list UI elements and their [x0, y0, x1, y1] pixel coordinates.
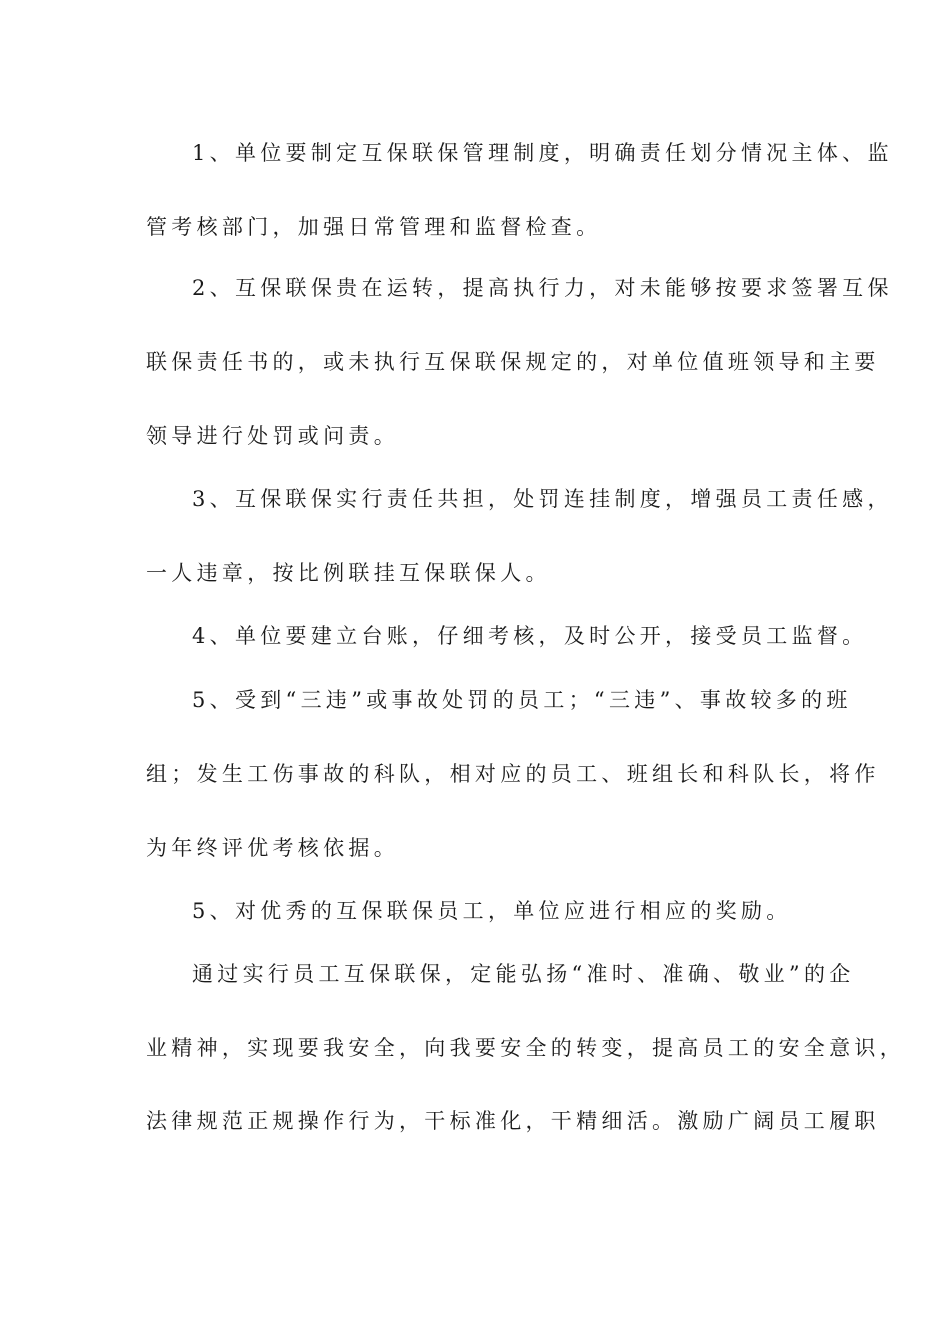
paragraph-2-line-1: 2、互保联保贵在运转，提高执行力，对未能够按要求签署互保	[192, 276, 893, 300]
paragraph-2-line-2: 联保责任书的，或未执行互保联保规定的，对单位值班领导和主要	[146, 350, 880, 374]
paragraph-7-line-3: 法律规范正规操作行为，干标准化，干精细活。激励广阔员工履职	[146, 1109, 880, 1133]
paragraph-1-line-1: 1、单位要制定互保联保管理制度，明确责任划分情况主体、监	[192, 141, 893, 165]
paragraph-5-line-2: 组；发生工伤事故的科队，相对应的员工、班组长和科队长，将作	[146, 762, 880, 786]
paragraph-4-line-1: 4、单位要建立台账，仔细考核，及时公开，接受员工监督。	[192, 624, 868, 648]
paragraph-7-line-2: 业精神，实现要我安全，向我要安全的转变，提高员工的安全意识，	[146, 1036, 905, 1060]
paragraph-3-line-1: 3、互保联保实行责任共担，处罚连挂制度，增强员工责任感，	[192, 487, 893, 511]
paragraph-3-line-2: 一人违章，按比例联挂互保联保人。	[146, 561, 551, 585]
paragraph-5-line-1: 5、受到“三违”或事故处罚的员工；“三违”、事故较多的班	[192, 688, 852, 712]
paragraph-2-line-3: 领导进行处罚或问责。	[146, 424, 399, 448]
paragraph-1-line-2: 管考核部门，加强日常管理和监督检查。	[146, 215, 602, 239]
paragraph-7-line-1: 通过实行员工互保联保，定能弘扬“准时、准确、敬业”的企	[192, 962, 855, 986]
paragraph-5-line-3: 为年终评优考核依据。	[146, 836, 399, 860]
paragraph-6-line-1: 5、对优秀的互保联保员工，单位应进行相应的奖励。	[192, 899, 792, 923]
